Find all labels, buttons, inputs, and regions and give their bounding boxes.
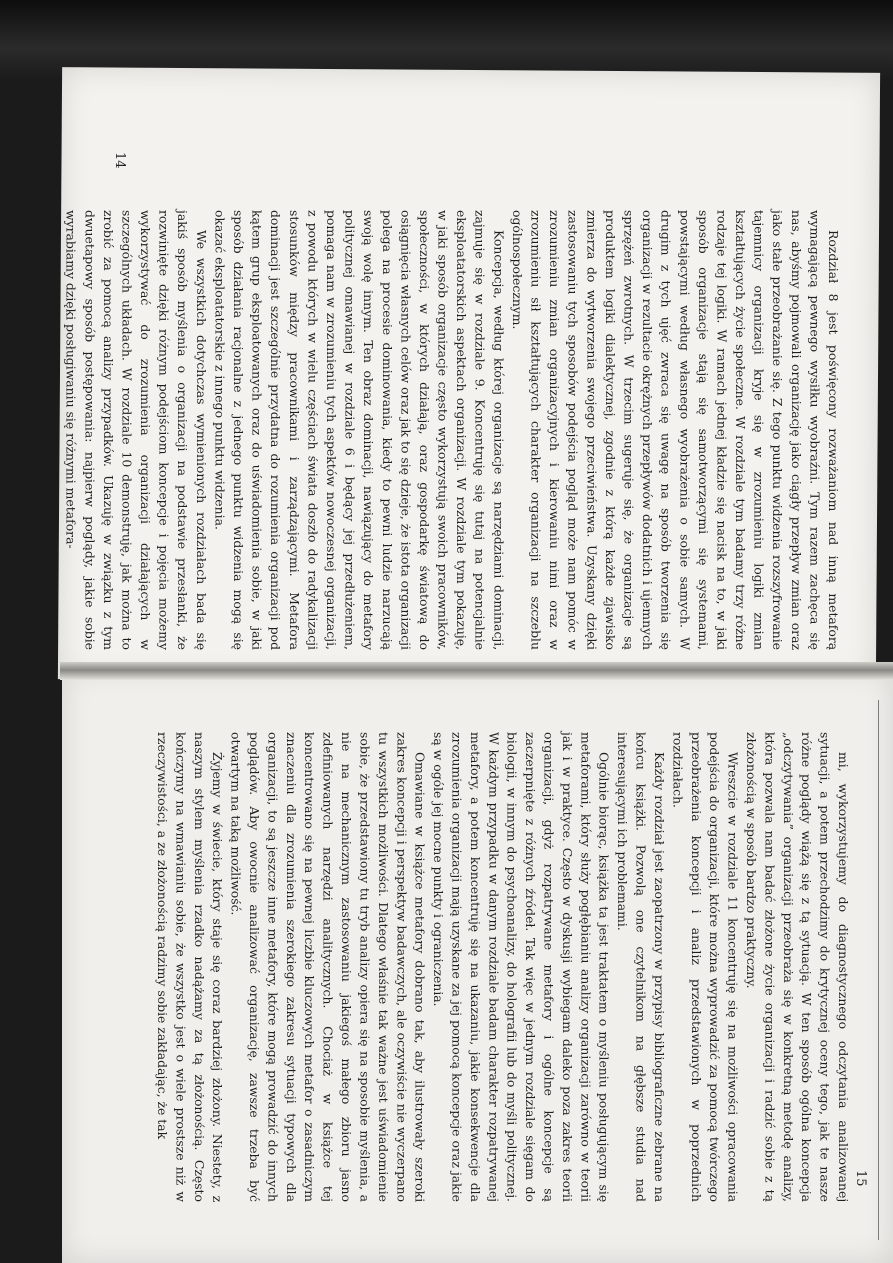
page-number-left: 14: [112, 152, 127, 169]
paragraph: Żyjemy w świecie, który staje się coraz bardziej złożony. Niestety, z naszym stylem myślenia rzadko nadążamy za tą złożonością. Często kończymy na wmawianiu sobie, że wszystko jest o wiele prostsze niż w rzeczywistości, a ze złożonością radzimy sobie zakładając, że tak: [154, 732, 226, 1202]
paragraph: Ogólnie biorąc, książka ta jest traktatem o myśleniu posługującym się metaforami, który służy pogłębianiu analizy organizacji zarówno w teorii jak i w praktyce. Często w dyskusji wybiegam daleko poza zakres teorii organizacji, gdyż rozpatrywane metafory i ogólne koncepcje są zaczerpnięte z różnych źródeł. Tak więc w jednym rozdziale sięgam do biologii, w innym do psychoanalizy, do holografii lub do myśli politycznej. W każdym przypadku w danym rozdziale badam charakter rozpatrywanej metafory, a potem koncentruję się na ukazaniu, jakie konsekwencje dla zrozumienia organizacji mają uzyskane za jej pomocą koncepcje oraz jakie są w ogóle jej mocne punkty i ograniczenia.: [431, 732, 612, 1202]
paragraph: Omawiane w książce metafory dobrano tak, aby ilustrowały szeroki zakres koncepcji i perspektyw badawczych, ale oczywiście nie wyczerpano tu wszystkich możliwości. Dlatego właśnie tak ważne jest uświadomienie sobie, że przedstawiony tu tryb analizy opiera się na sposobie myślenia, a nie na mechanicznym zastosowaniu jakiegoś małego zbioru jasno zdefiniowanych narzędzi analitycznych. Chociaż w książce tej koncentrowano się na pewnej liczbie kluczowych metafor o zasadniczym znaczeniu dla zrozumienia szerokiego zakresu sytuacji typowych dla organizacji, to są jeszcze inne metafory, które mogą prowadzić do innych poglądów. Aby owocnie analizować organizację, zawsze trzeba być otwartym na taką możliwość.: [228, 732, 428, 1203]
paragraph: Wreszcie w rozdziale 11 koncentruję się na możliwości opracowania podejścia do organizacji, które można wyprowadzić za pomocą twórczego przeobrażenia koncepcji i analiz przedstawionych w poprzednich rozdziałach.: [670, 732, 741, 1202]
paragraph: We wszystkich dotychczas wymienionych rozdziałach bada się jakiś sposób myślenia o organizacji na podstawie przesłanki, że rozwinięte dzięki różnym podejściom koncepcje i pojęcia możemy wykorzystywać do zrozumienia organizacji działających w szczególnych układach. W rozdziale 10 demonstruję, jak można to zrobić za pomocą analizy przypadków. Ukazuję w związku z tym dwuetapowy sposób postępowania: najpierw poglądy, jakie sobie wyrabiamy dzięki posługiwaniu się różnymi metafora-: [63, 210, 209, 650]
paragraph: Rozdział 8 jest poświęcony rozważaniom nad inną metaforą wymagającą pewnego wysiłku wyobraźni. Tym razem zachęca się nas, abyśmy pojmowali organizację jako ciągły przepływ zmian oraz jako stałe przeobrażanie się. Z tego punktu widzenia rozszyfrowanie tajemnicy organizacji kryje się w zrozumieniu logiki zmian kształtujących życie społeczne. W rozdziale tym badamy trzy różne rodzaje tej logiki. W ramach jednej kładzie się nacisk na to, w jaki sposób organizacje stają się samotworzącymi się systemami, powstającymi według własnego wyobrażenia o sobie samych. W drugim z tych ujęć zwraca się uwagę na sposób tworzenia się organizacji w rezultacie okrężnych przepływów dodatnich i ujemnych sprzężeń zwrotnych. W trzecim sugeruje się, że organizacje są produktem logiki dialektycznej, zgodnie z którą każde zjawisko zmierza do wytworzenia swojego przeciwieństwa. Uzyskany dzięki zastosowaniu tych sposobów podejścia pogląd może nam pomóc w zrozumieniu zmian organizacyjnych i kierowaniu nimi oraz w zrozumieniu sił kształtujących charakter organizacji na szczeblu ogólnospołecznym.: [509, 210, 841, 650]
book-spine: [60, 662, 893, 680]
right-page-body: [92, 732, 852, 1202]
page-number-right: 15: [853, 1170, 868, 1187]
left-page-body: [63, 210, 842, 650]
scan-edge-line: [878, 700, 879, 1240]
paragraph: Każdy rozdział jest zaopatrzony w przypisy bibliograficzne zebrane na końcu książki. Pozwolą one czytelnikom na głębsze studia nad interesującymi ich problemami.: [615, 732, 667, 1202]
paragraph: mi, wykorzystujemy do diagnostycznego odczytania analizowanej sytuacji, a potem przechodzimy do krytycznej oceny tego, jak te nasze różne poglądy wiążą się z tą sytuacją. W ten sposób ogólna koncepcja „odczytywania” organizacji przeobraża się w konkretną metodę analizy, która pozwala nam badać złożone życie organizacji i radzić sobie z tą złożonością w sposób bardzo praktyczny.: [743, 732, 851, 1202]
paragraph: Koncepcja, według której organizacje są narzędziami dominacji, zajmuje się w rozdziale 9. Koncentruję się tutaj na potencjalnie eksploatatorskich aspektach organizacji. W rozdziale tym pokazuję, w jaki sposób organizacje często wykorzystują swoich pracowników, społeczności, w których działają, oraz gospodarkę światową do osiągnięcia własnych celów oraz jak to się dzieje, że istota organizacji polega na procesie dominowania, kiedy to pewni ludzie narzucają swoją wolę innym. Ten obraz dominacji, nawiązujący do metafory politycznej omawianej w rozdziale 6 i będący jej przedłużeniem, pomaga nam w zrozumieniu tych aspektów nowoczesnej organizacji, z powodu których w wielu częściach świata doszło do radykalizacji stosunków między pracownikami i zarządzającymi. Metafora dominacji jest szczególnie przydatna do rozumienia organizacji pod kątem grup eksploatowanych oraz do uświadomienia sobie, w jaki sposób działania racjonalne z jednego punktu widzenia mogą się okazać eksploatatorskie z innego punktu widzenia.: [212, 210, 507, 650]
